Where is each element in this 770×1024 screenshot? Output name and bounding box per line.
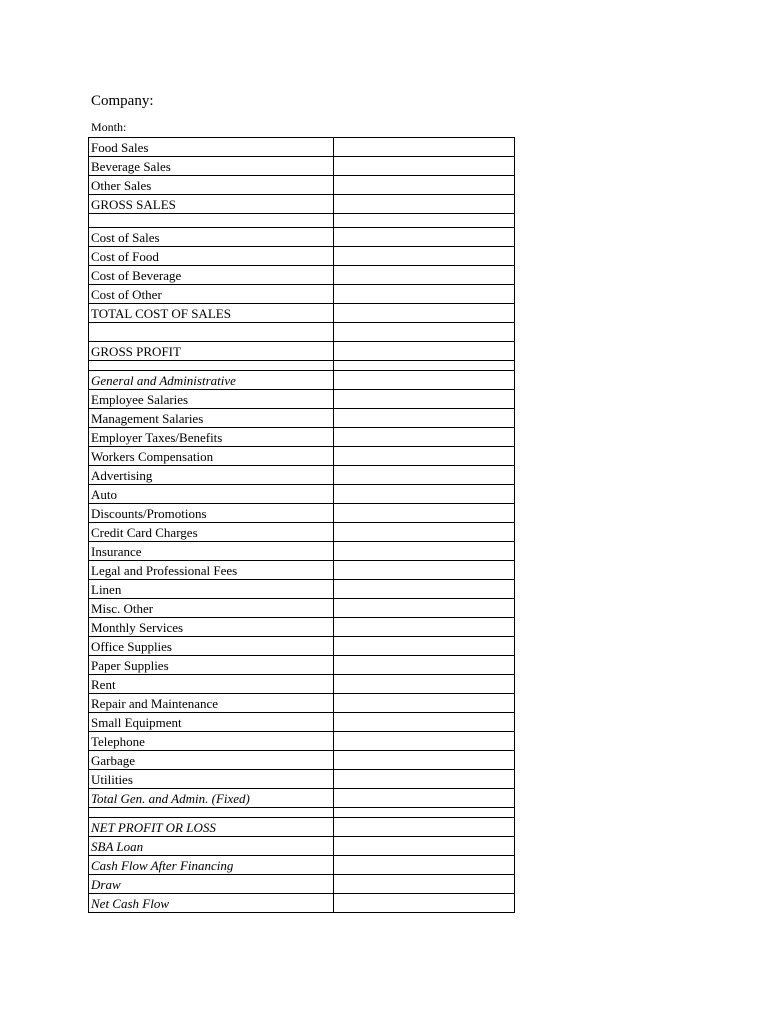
month-label: Month: bbox=[91, 120, 127, 134]
table-row bbox=[89, 214, 515, 228]
row-label: Telephone bbox=[89, 732, 334, 751]
table-row bbox=[89, 580, 515, 599]
table-row bbox=[89, 176, 515, 195]
row-label: Auto bbox=[89, 485, 334, 504]
table-row bbox=[89, 285, 515, 304]
row-label: General and Administrative bbox=[89, 371, 334, 390]
row-value-cell[interactable] bbox=[334, 176, 515, 195]
row-value-cell[interactable] bbox=[334, 523, 515, 542]
row-label: SBA Loan bbox=[89, 837, 334, 856]
table-row bbox=[89, 371, 515, 390]
table-row bbox=[89, 675, 515, 694]
row-label: Office Supplies bbox=[89, 637, 334, 656]
table-row bbox=[89, 304, 515, 323]
row-label: Small Equipment bbox=[89, 713, 334, 732]
table-row bbox=[89, 247, 515, 266]
row-label: Cash Flow After Financing bbox=[89, 856, 334, 875]
table-row bbox=[89, 266, 515, 285]
row-label: Discounts/Promotions bbox=[89, 504, 334, 523]
table-row bbox=[89, 466, 515, 485]
table-row bbox=[89, 789, 515, 808]
row-label: Employer Taxes/Benefits bbox=[89, 428, 334, 447]
table-row bbox=[89, 138, 515, 157]
row-label: Cost of Beverage bbox=[89, 266, 334, 285]
table-row bbox=[89, 875, 515, 894]
row-label: TOTAL COST OF SALES bbox=[89, 304, 334, 323]
row-label bbox=[89, 323, 334, 342]
row-value-cell[interactable] bbox=[334, 561, 515, 580]
row-label: Workers Compensation bbox=[89, 447, 334, 466]
row-value-cell[interactable] bbox=[334, 580, 515, 599]
row-label: Misc. Other bbox=[89, 599, 334, 618]
row-value-cell[interactable] bbox=[334, 542, 515, 561]
row-label: Paper Supplies bbox=[89, 656, 334, 675]
row-value-cell[interactable] bbox=[334, 770, 515, 789]
row-value-cell[interactable] bbox=[334, 837, 515, 856]
table-row bbox=[89, 599, 515, 618]
row-label: Cost of Other bbox=[89, 285, 334, 304]
row-label: Other Sales bbox=[89, 176, 334, 195]
row-value-cell[interactable] bbox=[334, 789, 515, 808]
row-value-cell[interactable] bbox=[334, 694, 515, 713]
table-row bbox=[89, 637, 515, 656]
row-label: Utilities bbox=[89, 770, 334, 789]
table-row bbox=[89, 157, 515, 176]
row-label: Total Gen. and Admin. (Fixed) bbox=[89, 789, 334, 808]
row-label: Insurance bbox=[89, 542, 334, 561]
row-label: Rent bbox=[89, 675, 334, 694]
row-value-cell[interactable] bbox=[334, 618, 515, 637]
row-value-cell[interactable] bbox=[334, 323, 515, 342]
row-value-cell[interactable] bbox=[334, 361, 515, 371]
row-value-cell[interactable] bbox=[334, 808, 515, 818]
table-row bbox=[89, 228, 515, 247]
row-value-cell[interactable] bbox=[334, 247, 515, 266]
row-value-cell[interactable] bbox=[334, 894, 515, 913]
row-label bbox=[89, 808, 334, 818]
row-value-cell[interactable] bbox=[334, 285, 515, 304]
row-label: Cost of Sales bbox=[89, 228, 334, 247]
row-label: Cost of Food bbox=[89, 247, 334, 266]
row-label: Linen bbox=[89, 580, 334, 599]
table-row bbox=[89, 361, 515, 371]
table-row bbox=[89, 808, 515, 818]
row-label: Beverage Sales bbox=[89, 157, 334, 176]
table-row bbox=[89, 523, 515, 542]
row-label: Food Sales bbox=[89, 138, 334, 157]
row-value-cell[interactable] bbox=[334, 875, 515, 894]
row-value-cell[interactable] bbox=[334, 751, 515, 770]
row-value-cell[interactable] bbox=[334, 138, 515, 157]
row-value-cell[interactable] bbox=[334, 637, 515, 656]
row-label: Management Salaries bbox=[89, 409, 334, 428]
row-label: Net Cash Flow bbox=[89, 894, 334, 913]
table-row bbox=[89, 428, 515, 447]
table-row bbox=[89, 561, 515, 580]
table-row bbox=[89, 856, 515, 875]
row-value-cell[interactable] bbox=[334, 371, 515, 390]
row-label: Draw bbox=[89, 875, 334, 894]
row-value-cell[interactable] bbox=[334, 818, 515, 837]
table-row bbox=[89, 732, 515, 751]
row-label: Employee Salaries bbox=[89, 390, 334, 409]
row-label: GROSS PROFIT bbox=[89, 342, 334, 361]
row-value-cell[interactable] bbox=[334, 447, 515, 466]
table-row bbox=[89, 818, 515, 837]
table-row bbox=[89, 894, 515, 913]
row-label: NET PROFIT OR LOSS bbox=[89, 818, 334, 837]
income-statement-body bbox=[89, 138, 515, 913]
row-label bbox=[89, 361, 334, 371]
table-row bbox=[89, 656, 515, 675]
row-value-cell[interactable] bbox=[334, 304, 515, 323]
row-label bbox=[89, 214, 334, 228]
table-row bbox=[89, 390, 515, 409]
table-row bbox=[89, 618, 515, 637]
row-label: GROSS SALES bbox=[89, 195, 334, 214]
row-value-cell[interactable] bbox=[334, 675, 515, 694]
row-value-cell[interactable] bbox=[334, 195, 515, 214]
income-statement-table bbox=[88, 137, 515, 913]
row-value-cell[interactable] bbox=[334, 656, 515, 675]
row-value-cell[interactable] bbox=[334, 342, 515, 361]
row-value-cell[interactable] bbox=[334, 428, 515, 447]
row-value-cell[interactable] bbox=[334, 485, 515, 504]
row-value-cell[interactable] bbox=[334, 228, 515, 247]
table-row bbox=[89, 342, 515, 361]
table-row bbox=[89, 447, 515, 466]
table-row bbox=[89, 751, 515, 770]
table-row bbox=[89, 323, 515, 342]
row-value-cell[interactable] bbox=[334, 599, 515, 618]
company-label: Company: bbox=[91, 93, 154, 109]
row-value-cell[interactable] bbox=[334, 157, 515, 176]
table-row bbox=[89, 195, 515, 214]
row-label: Garbage bbox=[89, 751, 334, 770]
row-label: Credit Card Charges bbox=[89, 523, 334, 542]
row-label: Repair and Maintenance bbox=[89, 694, 334, 713]
row-value-cell[interactable] bbox=[334, 856, 515, 875]
table-row bbox=[89, 409, 515, 428]
row-value-cell[interactable] bbox=[334, 713, 515, 732]
row-value-cell[interactable] bbox=[334, 409, 515, 428]
row-value-cell[interactable] bbox=[334, 504, 515, 523]
row-label: Monthly Services bbox=[89, 618, 334, 637]
row-value-cell[interactable] bbox=[334, 266, 515, 285]
row-value-cell[interactable] bbox=[334, 390, 515, 409]
row-label: Legal and Professional Fees bbox=[89, 561, 334, 580]
table-row bbox=[89, 713, 515, 732]
row-value-cell[interactable] bbox=[334, 466, 515, 485]
table-row bbox=[89, 504, 515, 523]
table-row bbox=[89, 837, 515, 856]
table-row bbox=[89, 542, 515, 561]
row-value-cell[interactable] bbox=[334, 732, 515, 751]
table-row bbox=[89, 485, 515, 504]
table-row bbox=[89, 694, 515, 713]
table-row bbox=[89, 770, 515, 789]
row-label: Advertising bbox=[89, 466, 334, 485]
row-value-cell[interactable] bbox=[334, 214, 515, 228]
